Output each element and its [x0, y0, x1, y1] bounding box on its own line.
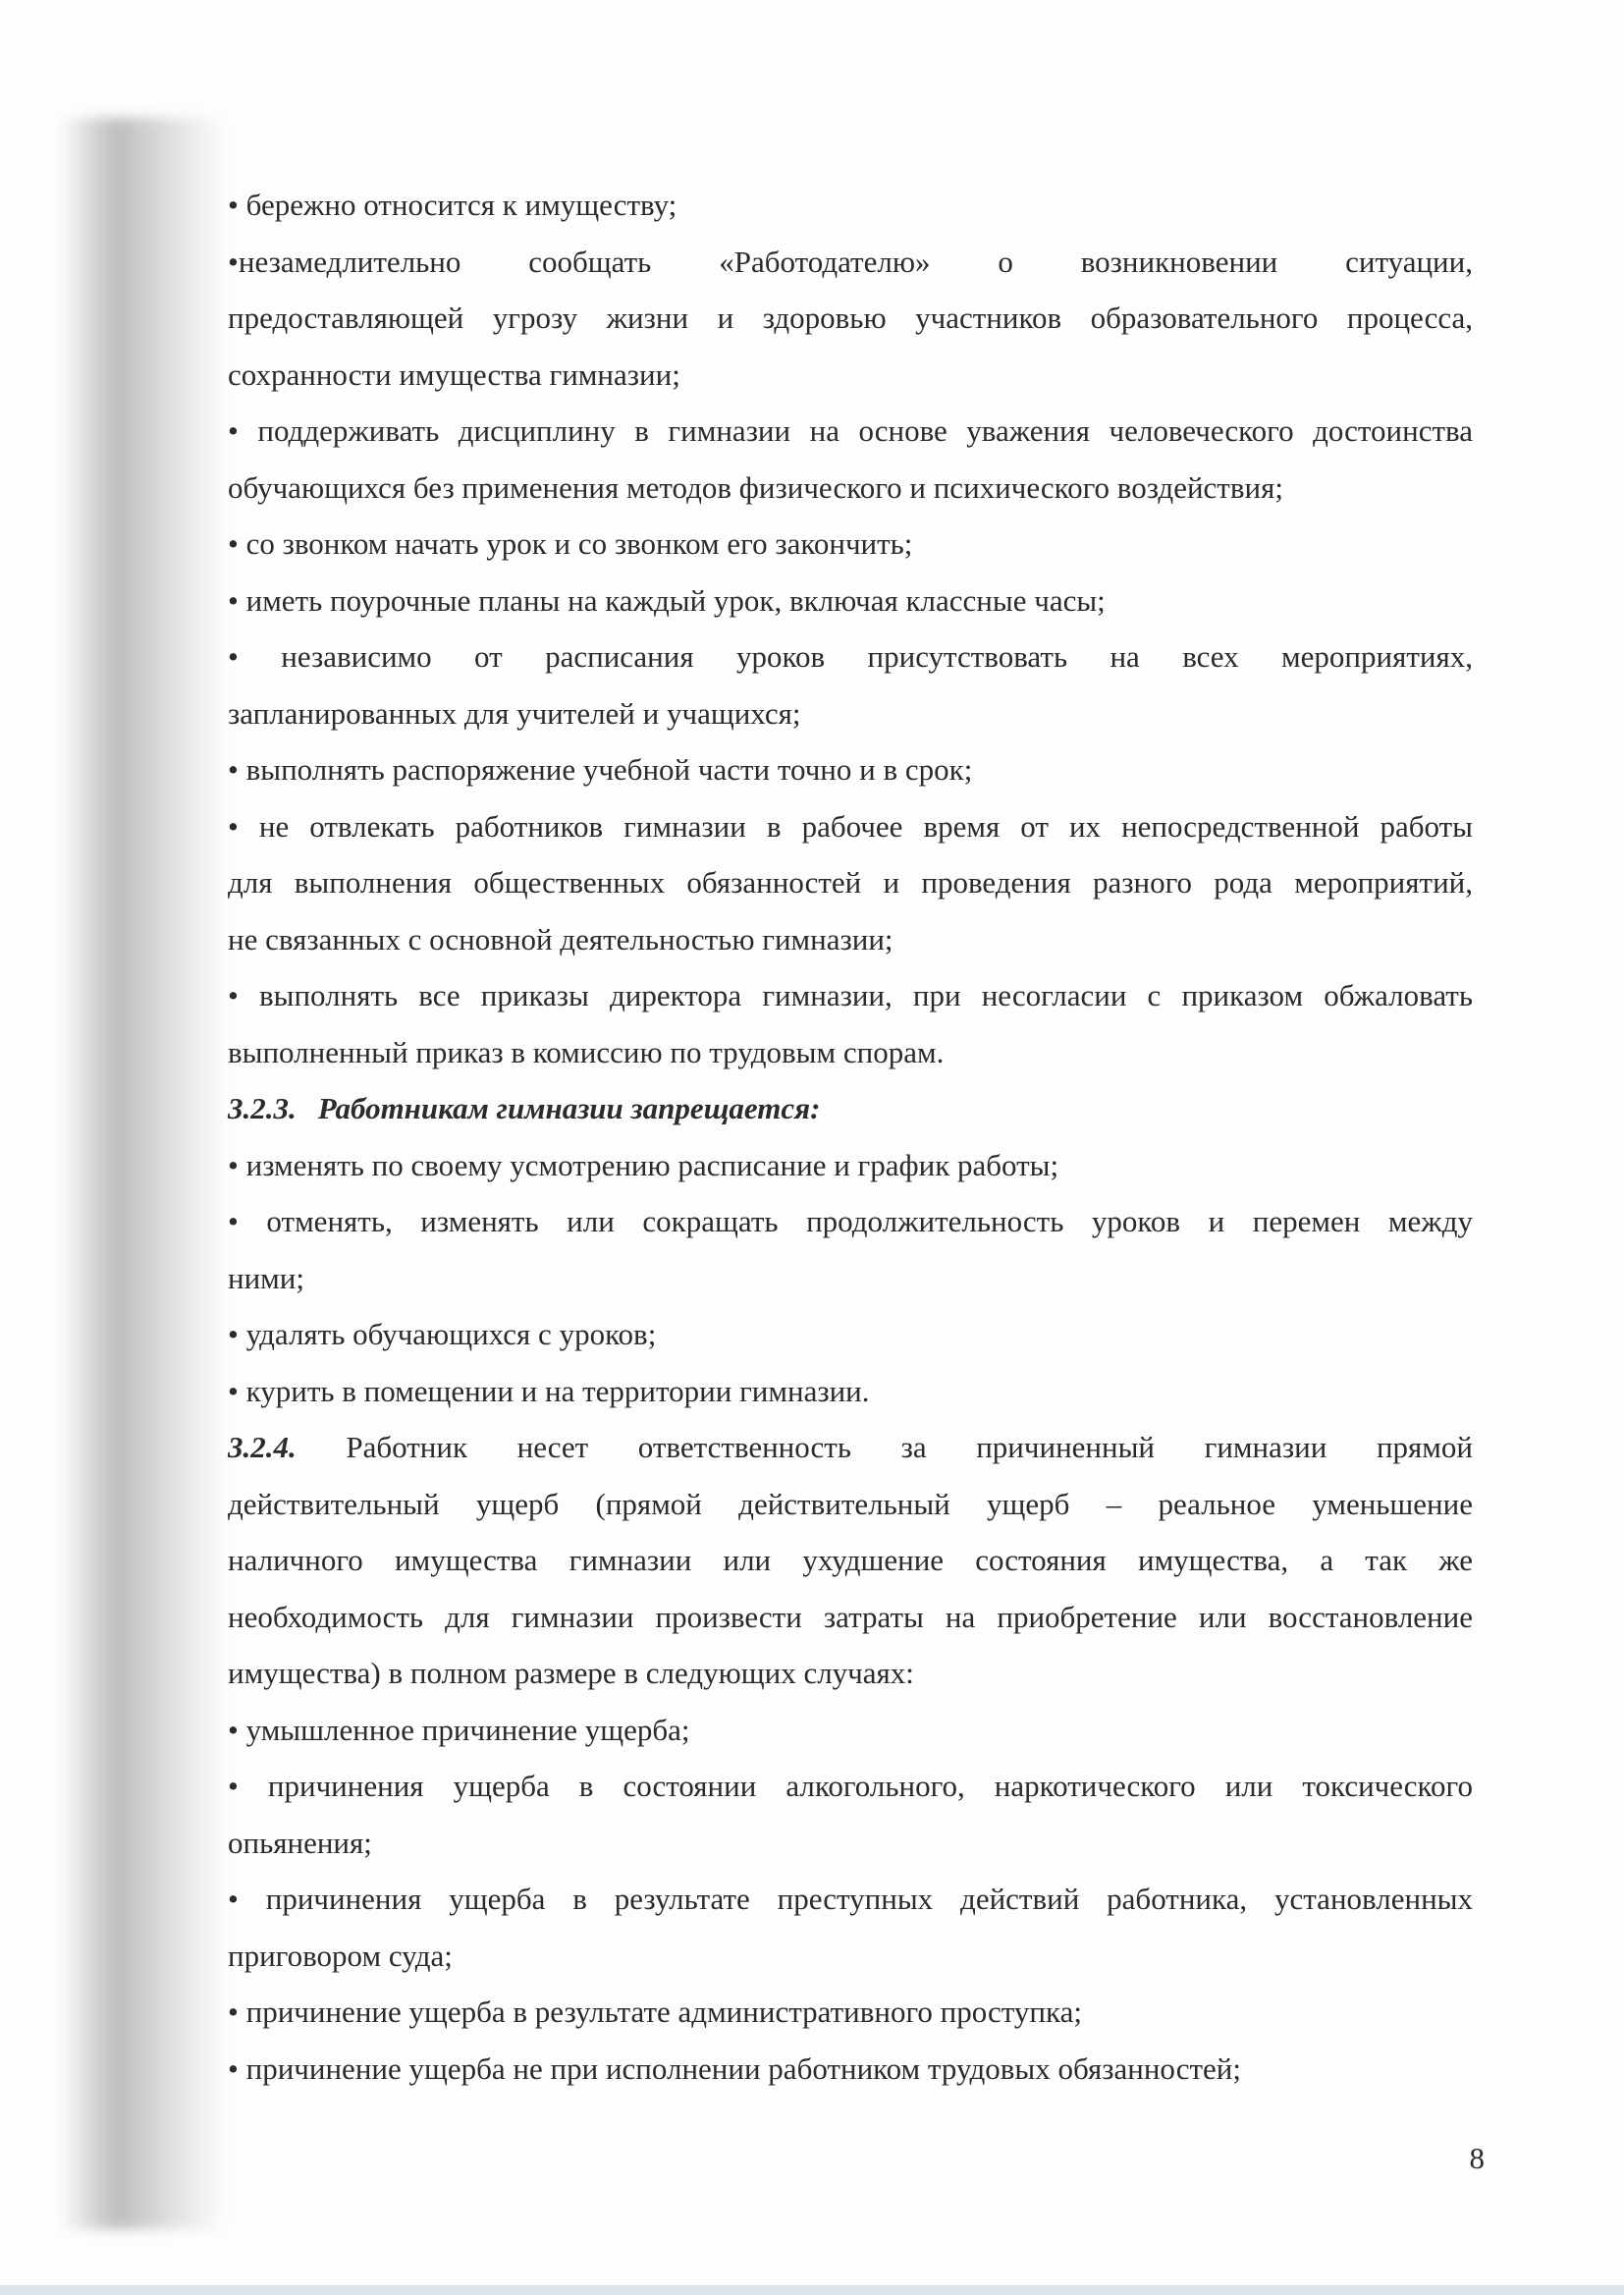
text-line: сохранности имущества гимназии; [228, 356, 680, 392]
text-line: • бережно относится к имуществу; [228, 188, 677, 222]
text-line: • выполнять все приказы директора гимназии, при несогласии с приказом обжаловать [228, 978, 1473, 1012]
text-line: • иметь поурочные планы на каждый урок, включая классные часы; [228, 582, 1106, 618]
section-number: 3.2.4. [228, 1430, 297, 1464]
text-line: предоставляющей угрозу жизни и здоровью участников образовательного процесса, [228, 301, 1473, 335]
text-line: • независимо от расписания уроков присутствовать на всех мероприятиях, [228, 639, 1473, 674]
text-line: запланированных для учителей и учащихся; [228, 695, 801, 731]
text-line: • поддерживать дисциплину в гимназии на основе уважения человеческого достоинства [228, 413, 1473, 448]
page-number: 8 [1469, 2141, 1485, 2175]
text-line: • причинение ущерба в результате административного проступка; [228, 1994, 1082, 2029]
text-line: • выполнять распоряжение учебной части точно и в срок; [228, 752, 973, 787]
text-line: • удалять обучающихся с уроков; [228, 1317, 657, 1351]
section-text: Работник несет ответственность за причиненный гимназии прямой [296, 1430, 1473, 1464]
text-line: • причинение ущерба не при исполнении работником трудовых обязанностей; [228, 2050, 1241, 2086]
section-number: 3.2.3. [228, 1091, 297, 1125]
text-line: • не отвлекать работников гимназии в рабочее время от их непосредственной работы [228, 808, 1473, 844]
text-line: • со звонком начать урок и со звонком его закончить; [228, 526, 913, 561]
text-line: • изменять по своему усмотрению расписание и график работы; [228, 1147, 1059, 1182]
text-line: • отменять, изменять или сокращать продолжительность уроков и перемен между [228, 1204, 1473, 1238]
text-line: • курить в помещении и на территории гимназии. [228, 1373, 870, 1408]
text-line: • умышленное причинение ущерба; [228, 1712, 690, 1747]
section-3-2-3-heading [228, 1080, 1473, 1137]
text-line: • причинения ущерба в результате преступных действий работника, установленных [228, 1882, 1473, 1916]
liability-list [228, 1476, 1473, 2098]
text-line: приговором суда; [228, 1938, 453, 1973]
text-line: имущества) в полном размере в следующих случаях: [228, 1656, 914, 1690]
document-body [228, 177, 1473, 2097]
scan-shadow-decoration [59, 118, 226, 2229]
text-line: действительный ущерб (прямой действительный ущерб – реальное уменьшение [228, 1486, 1473, 1521]
prohibitions-list [228, 1137, 1473, 1420]
text-line: выполненный приказ в комиссию по трудовым спорам. [228, 1034, 945, 1069]
text-line: для выполнения общественных обязанностей и проведения разного рода мероприятий, [228, 865, 1473, 900]
section-title: Работникам гимназии запрещается: [317, 1091, 821, 1125]
text-line: не связанных с основной деятельностью гимназии; [228, 921, 893, 956]
text-line: необходимость для гимназии произвести затраты на приобретение или восстановление [228, 1599, 1473, 1634]
section-3-2-4-first-line [228, 1419, 1473, 1476]
scan-bottom-edge [0, 2285, 1624, 2295]
text-line: наличного имущества гимназии или ухудшение состояния имущества, а так же [228, 1543, 1473, 1577]
text-line: обучающихся без применения методов физического и психического воздействия; [228, 469, 1283, 505]
text-line: •незамедлительно сообщать «Работодателю» о возникновении ситуации, [228, 244, 1473, 279]
text-line: опьянения; [228, 1825, 372, 1860]
obligations-list [228, 177, 1473, 1080]
text-line: • причинения ущерба в состоянии алкогольного, наркотического или токсического [228, 1769, 1473, 1803]
text-line: ними; [228, 1260, 304, 1295]
